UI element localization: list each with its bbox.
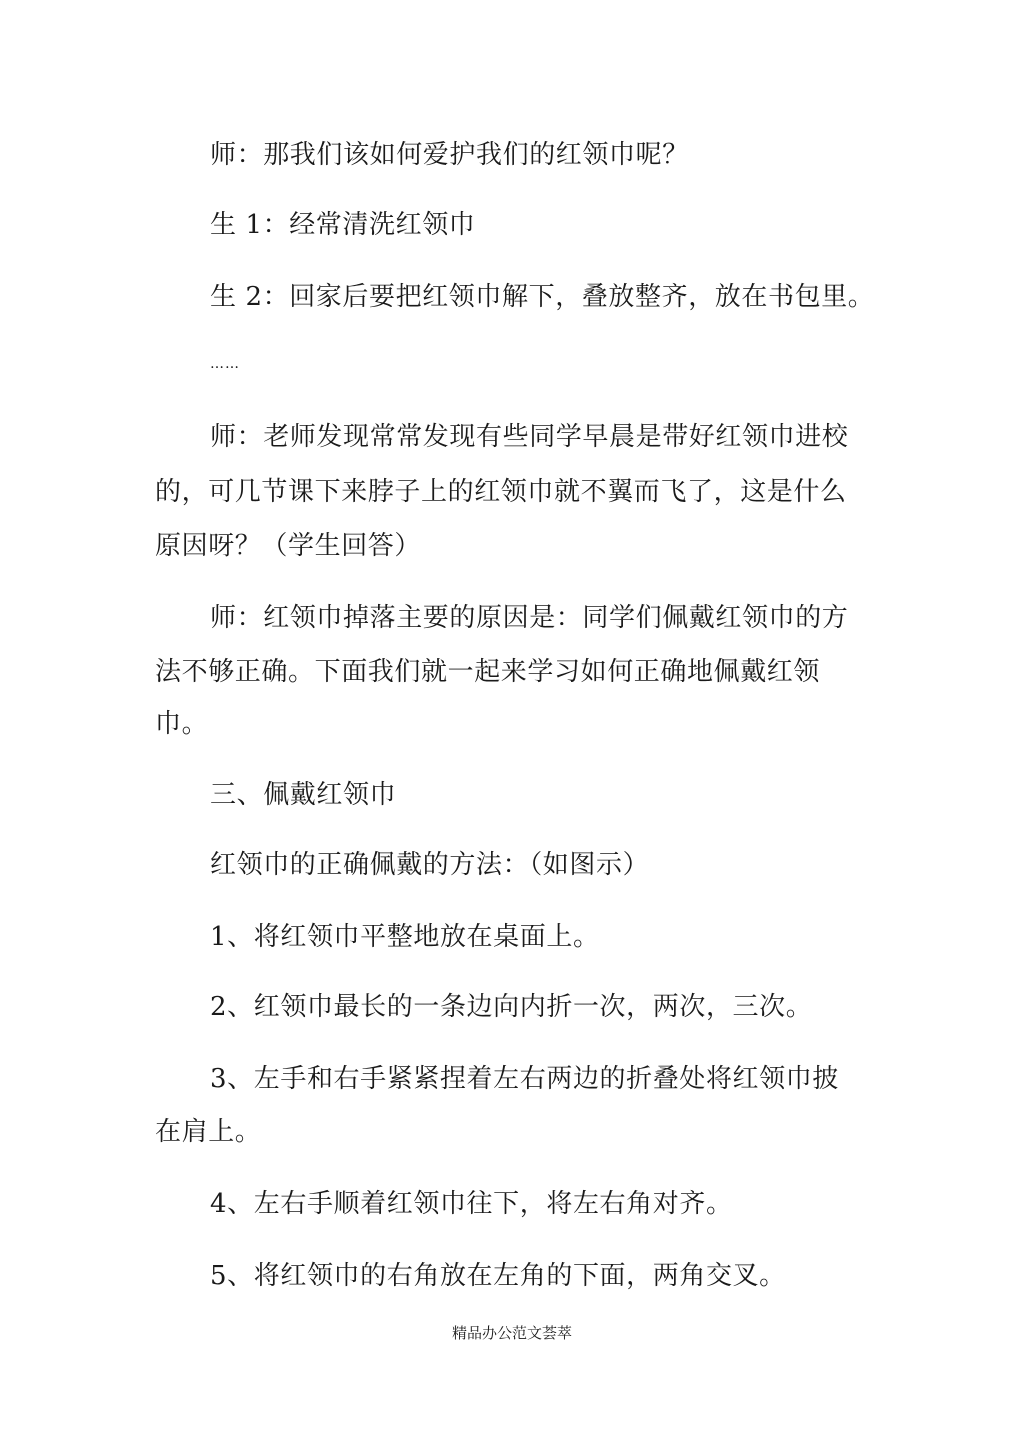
list-item-continuation: 在肩上。 <box>155 1117 262 1147</box>
paragraph-line: 红领巾的正确佩戴的方法：（如图示） <box>210 850 650 880</box>
paragraph-line: 师：老师发现常常发现有些同学早晨是带好红领巾进校 <box>210 422 849 452</box>
paragraph-line: 师：那我们该如何爱护我们的红领巾呢？ <box>210 140 689 170</box>
paragraph-line: 师：红领巾掉落主要的原因是：同学们佩戴红领巾的方 <box>210 603 849 633</box>
paragraph-line: 法不够正确。下面我们就一起来学习如何正确地佩戴红领 <box>155 657 821 687</box>
paragraph-line: 生 1：经常清洗红领巾 <box>210 210 476 240</box>
paragraph-line: 原因呀？（学生回答） <box>155 531 422 561</box>
list-item: 5、将红领巾的右角放在左角的下面，两角交叉。 <box>210 1261 786 1291</box>
paragraph-line: 的，可几节课下来脖子上的红领巾就不翼而飞了，这是什么 <box>155 477 847 507</box>
ellipsis-line: …… <box>210 356 240 372</box>
page-footer: 精品办公范文荟萃 <box>451 1324 572 1342</box>
list-item: 4、左右手顺着红领巾往下，将左右角对齐。 <box>210 1189 733 1219</box>
list-item: 2、红领巾最长的一条边向内折一次，两次，三次。 <box>210 992 813 1022</box>
list-item: 3、左手和右手紧紧捏着左右两边的折叠处将红领巾披 <box>210 1064 839 1094</box>
section-heading: 三、佩戴红领巾 <box>210 780 397 810</box>
paragraph-line: 生 2：回家后要把红领巾解下，叠放整齐，放在书包里。 <box>210 282 875 312</box>
list-item: 1、将红领巾平整地放在桌面上。 <box>210 922 600 952</box>
paragraph-line: 巾。 <box>155 709 209 739</box>
